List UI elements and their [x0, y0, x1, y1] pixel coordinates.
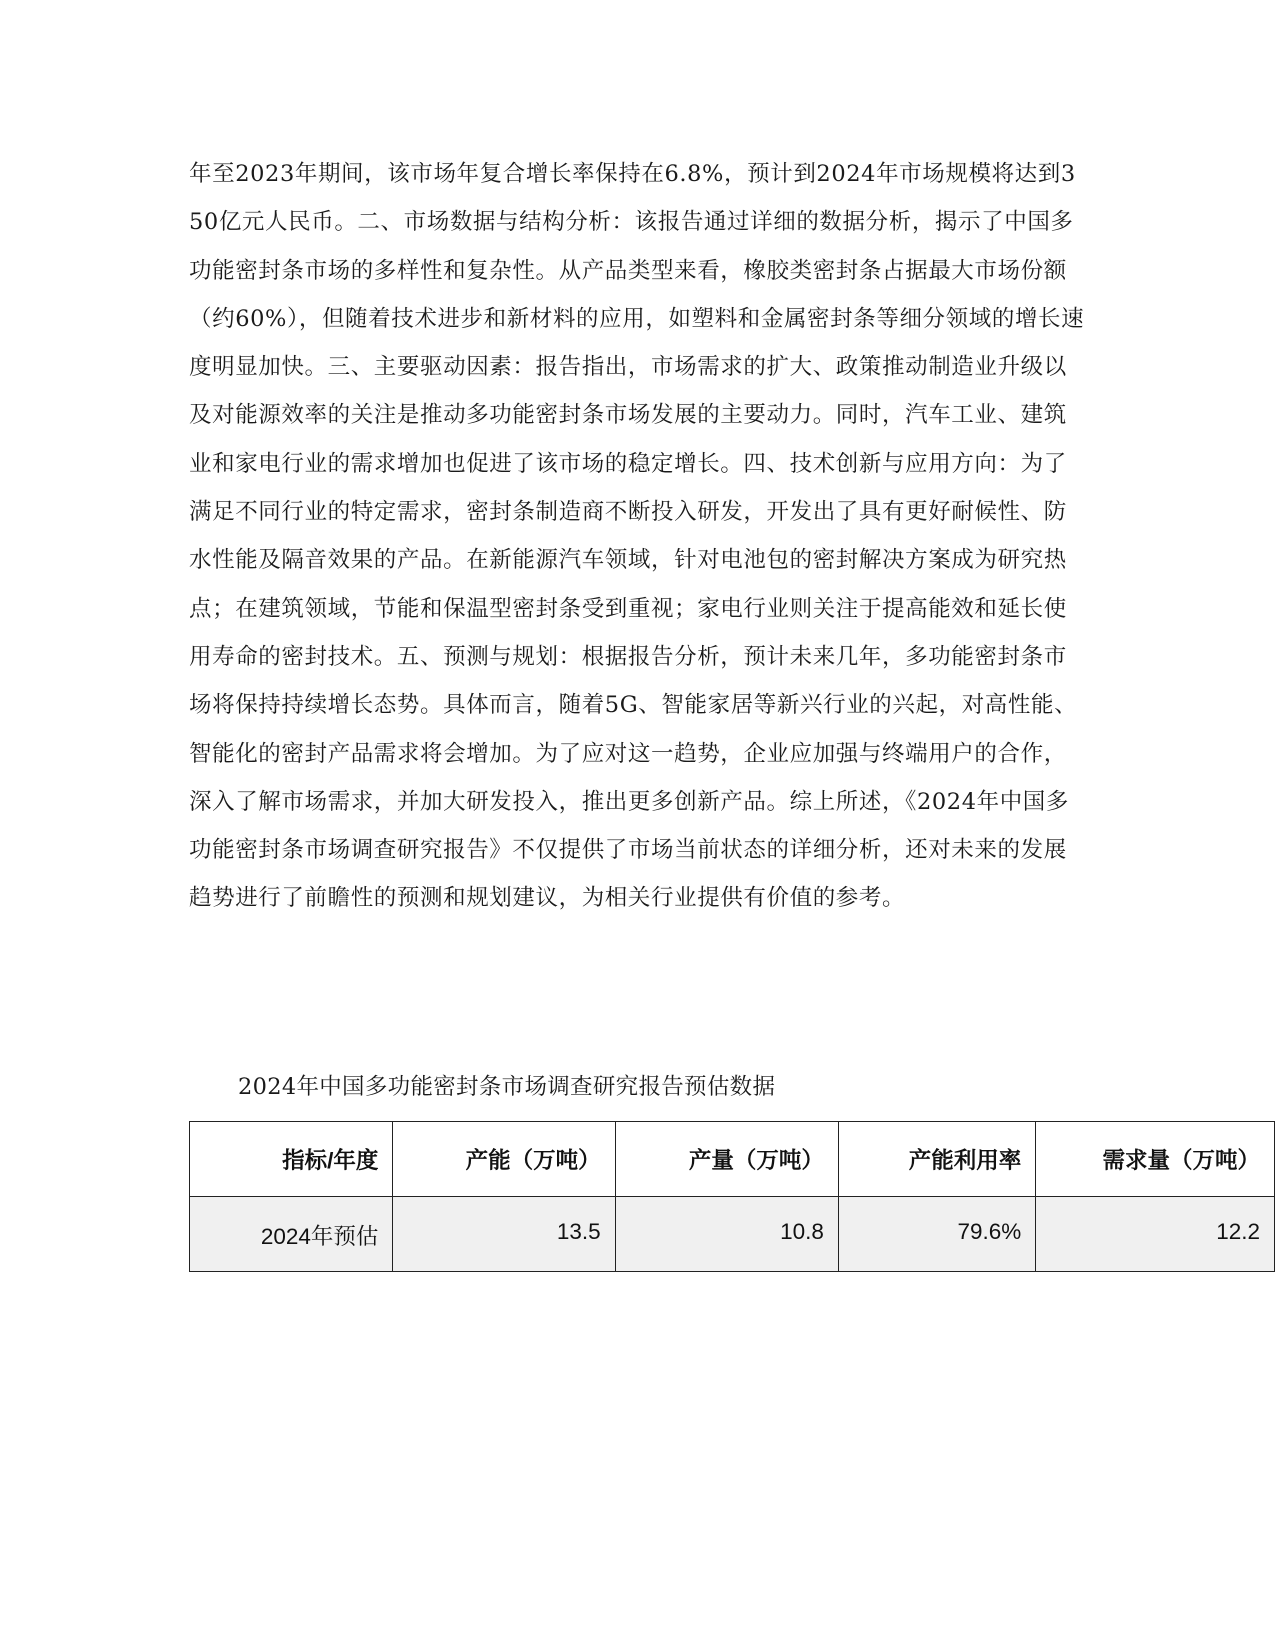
table-header-row: [190, 1122, 1275, 1197]
body-paragraph: 年至2023年期间，该市场年复合增长率保持在6.8%，预计到2024年市场规模将达到350亿元人民币。二、市场数据与结构分析：该报告通过详细的数据分析，揭示了中国多功能密封条市场的多样性和复杂性。从产品类型来看，橡胶类密封条占据最大市场份额（约60%），但随着技术进步和新材料的应用，如塑料和金属密封条等细分领域的增长速度明显加快。三、主要驱动因素：报告指出，市场需求的扩大、政策推动制造业升级以及对能源效率的关注是推动多功能密封条市场发展的主要动力。同时，汽车工业、建筑业和家电行业的需求增加也促进了该市场的稳定增长。四、技术创新与应用方向：为了满足不同行业的特定需求，密封条制造商不断投入研发，开发出了具有更好耐候性、防水性能及隔音效果的产品。在新能源汽车领域，针对电池包的密封解决方案成为研究热点；在建筑领域，节能和保温型密封条受到重视；家电行业则关注于提高能效和延长使用寿命的密封技术。五、预测与规划：根据报告分析，预计未来几年，多功能密封条市场将保持持续增长态势。具体而言，随着5G、智能家居等新兴行业的兴起，对高性能、智能化的密封产品需求将会增加。为了应对这一趋势，企业应加强与终端用户的合作，深入了解市场需求，并加大研发投入，推出更多创新产品。综上所述，《2024年中国多功能密封条市场调查研究报告》不仅提供了市场当前状态的详细分析，还对未来的发展趋势进行了前瞻性的预测和规划建议，为相关行业提供有价值的参考。: [189, 161, 1085, 912]
table-caption: 2024年中国多功能密封条市场调查研究报告预估数据: [238, 1074, 776, 1100]
header-cell-capacity: 产能（万吨）: [393, 1122, 615, 1197]
cell-utilization: 79.6%: [838, 1197, 1035, 1272]
estimate-data-table: [189, 1121, 1275, 1272]
table-row: [190, 1197, 1275, 1272]
header-cell-utilization: 产能利用率: [838, 1122, 1035, 1197]
cell-output: 10.8: [615, 1197, 838, 1272]
cell-year: 2024年预估: [190, 1197, 393, 1272]
cell-demand: 12.2: [1036, 1197, 1275, 1272]
header-cell-output: 产量（万吨）: [615, 1122, 838, 1197]
cell-capacity: 13.5: [393, 1197, 615, 1272]
header-cell-demand: 需求量（万吨）: [1036, 1122, 1275, 1197]
header-cell-indicator: 指标/年度: [190, 1122, 393, 1197]
